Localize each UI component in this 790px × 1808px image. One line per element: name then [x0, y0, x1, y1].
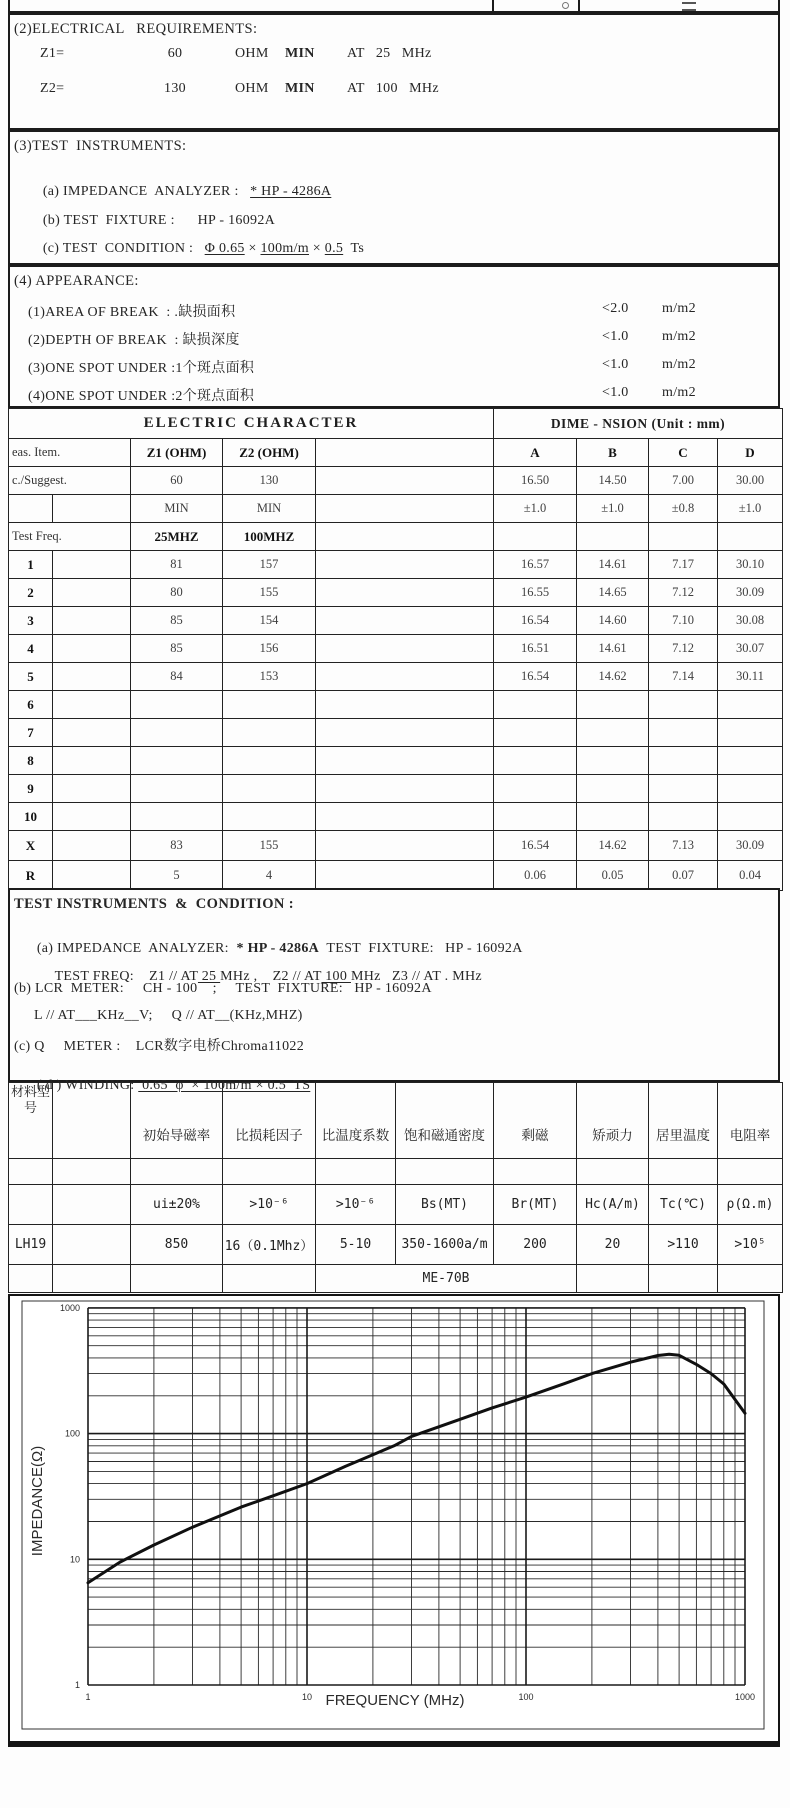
value-cell: >10⁵ [718, 1225, 783, 1265]
measurement-cell [223, 747, 316, 775]
measurement-cell: 155 [223, 579, 316, 607]
test-freq-cell: 100MHZ [223, 523, 316, 551]
measurement-cell: 16.57 [494, 551, 577, 579]
appearance-section [8, 265, 780, 408]
spec-label: c./Suggest. [9, 467, 131, 495]
measurement-cell [494, 719, 577, 747]
impedance-chart-box [8, 1294, 780, 1747]
row-spacer [53, 551, 131, 579]
tolerance-cell: ±1.0 [718, 495, 783, 523]
measurement-cell [316, 579, 494, 607]
x-tick-label: 1 [85, 1692, 91, 1702]
measurement-cell [577, 775, 649, 803]
measurement-cell: 7.12 [649, 635, 718, 663]
measurement-row [9, 607, 783, 635]
measurement-cell: 0.07 [649, 861, 718, 891]
measurement-row [9, 831, 783, 861]
tester-model-cell: ME-70B [316, 1265, 577, 1293]
measurement-cell: 16.54 [494, 663, 577, 691]
measurement-cell: 0.04 [718, 861, 783, 891]
measurement-cell: 0.05 [577, 861, 649, 891]
row-number: 4 [9, 635, 53, 663]
measurement-cell: 155 [223, 831, 316, 861]
material-property-header: 比损耗因子 [223, 1083, 316, 1159]
blank-cell [316, 1159, 396, 1185]
unit-cell: Bs(MT) [396, 1185, 494, 1225]
test-freq-cell [577, 523, 649, 551]
measurement-cell: 4 [223, 861, 316, 891]
measurement-cell [577, 747, 649, 775]
unit-cell: Tc(℃) [649, 1185, 718, 1225]
multiply-sign: × [244, 241, 261, 256]
measurement-cell: 14.62 [577, 831, 649, 861]
x-tick-label: 1000 [734, 1692, 756, 1702]
measurement-cell [649, 803, 718, 831]
row-spacer [53, 861, 131, 891]
z3-freq-unit: MHz [452, 969, 482, 984]
measurement-cell: 14.61 [577, 551, 649, 579]
row-number: 3 [9, 607, 53, 635]
test-condition-unit: Ts [343, 241, 365, 256]
row-spacer [53, 775, 131, 803]
blank-cell [396, 1159, 494, 1185]
row-number: R [9, 861, 53, 891]
grid-major-lines [88, 1308, 745, 1685]
row-spacer [53, 831, 131, 861]
row-spacer [53, 663, 131, 691]
measurement-cell [131, 691, 223, 719]
test-instruments-title: (3)TEST INSTRUMENTS: [14, 138, 187, 154]
measurement-row [9, 635, 783, 663]
impedance-analyzer-label: (a) IMPEDANCE ANALYZER : [42, 184, 239, 199]
measurement-cell: 16.51 [494, 635, 577, 663]
material-property-header: 初始导磁率 [131, 1083, 223, 1159]
measurement-cell [316, 607, 494, 635]
unit-cell: >10⁻⁶ [316, 1185, 396, 1225]
x-tick-label: 10 [301, 1692, 313, 1702]
test-freq-row [9, 523, 783, 551]
measurement-cell [577, 691, 649, 719]
value-cell: 20 [577, 1225, 649, 1265]
measurement-cell [649, 747, 718, 775]
z2-qualifier: MIN [285, 81, 315, 96]
appearance-item-value: <1.0 [602, 385, 629, 400]
x-tick-label: 100 [518, 1692, 534, 1702]
measurement-cell: 14.60 [577, 607, 649, 635]
unit-cell [53, 1185, 131, 1225]
material-property-header: 矫顽力 [577, 1083, 649, 1159]
y-tick-label: 1000 [59, 1302, 80, 1313]
test-fixture-value: HP - 16092A [197, 213, 276, 228]
tolerance-label [9, 495, 53, 523]
measurement-cell: 156 [223, 635, 316, 663]
column-header-cell: Z1 (OHM) [131, 439, 223, 467]
test-fixture-label: (b) TEST FIXTURE : [42, 213, 175, 228]
measurement-cell [223, 691, 316, 719]
measurement-cell: 16.55 [494, 579, 577, 607]
blank-cell [53, 1159, 131, 1185]
spec-row [9, 467, 783, 495]
measurement-cell [494, 775, 577, 803]
spec-cell: 130 [223, 467, 316, 495]
measurement-cell [131, 747, 223, 775]
measurement-cell [223, 775, 316, 803]
measurement-cell: 83 [131, 831, 223, 861]
spec-cell: 16.50 [494, 467, 577, 495]
value-cell: >110 [649, 1225, 718, 1265]
measurement-cell: 81 [131, 551, 223, 579]
footer-cell [577, 1265, 649, 1293]
measurement-cell [316, 635, 494, 663]
measurement-cell [316, 719, 494, 747]
material-property-header [53, 1083, 131, 1159]
material-table [8, 1082, 783, 1293]
y-tick-label: 100 [64, 1428, 80, 1439]
z1-condition: AT 25 MHz [347, 46, 432, 61]
measurement-cell [577, 719, 649, 747]
unit-cell: Hc(A/m) [577, 1185, 649, 1225]
measurement-cell: 7.17 [649, 551, 718, 579]
test-freq-cell [718, 523, 783, 551]
test-instruments-section [8, 130, 780, 265]
lq-line: L // AT___KHz__V; Q // AT__(KHz,MHZ) [34, 1008, 303, 1023]
appearance-item-value: <1.0 [602, 329, 629, 344]
measurement-cell [131, 775, 223, 803]
appearance-item-value: <1.0 [602, 357, 629, 372]
spec-cell: 14.50 [577, 467, 649, 495]
y-axis-label: IMPEDANCE(Ω) [29, 1445, 46, 1557]
footer-cell [223, 1265, 316, 1293]
column-header-cell: D [718, 439, 783, 467]
measurement-cell: 30.11 [718, 663, 783, 691]
measurement-cell: 5 [131, 861, 223, 891]
row-number: 6 [9, 691, 53, 719]
row-number: 1 [9, 551, 53, 579]
z3-freq-value: . [440, 969, 453, 984]
unit-cell: Br(MT) [494, 1185, 577, 1225]
test-condition-label: (c) TEST CONDITION : [42, 241, 194, 256]
z2-unit: OHM [235, 81, 269, 96]
z1-freq-unit: MHz , Z2 // AT [220, 969, 322, 984]
column-header-row [9, 439, 783, 467]
measurement-cell [494, 747, 577, 775]
z1-unit: OHM [235, 46, 269, 61]
y-tick-label: 10 [69, 1554, 80, 1565]
meas-item-label: eas. Item. [9, 439, 131, 467]
material-units-row [9, 1185, 783, 1225]
appearance-item-label: (4)ONE SPOT UNDER :2个斑点面积 [28, 389, 255, 404]
unit-cell: ρ(Ω.m) [718, 1185, 783, 1225]
appearance-item-unit: m/m2 [662, 329, 696, 344]
impedance-frequency-chart [10, 1296, 776, 1740]
value-cell: 200 [494, 1225, 577, 1265]
row-spacer [53, 747, 131, 775]
value-cell: 350-1600a/m [396, 1225, 494, 1265]
test-condition-diameter: Φ 0.65 [204, 241, 245, 256]
z1-label: Z1= [40, 46, 65, 61]
unit-cell: >10⁻⁶ [223, 1185, 316, 1225]
measurement-cell [223, 803, 316, 831]
measurement-row [9, 719, 783, 747]
cropped-row-remnant [562, 2, 569, 9]
measurement-cell: 154 [223, 607, 316, 635]
analyzer-model: * HP - 4286A [236, 941, 320, 956]
material-property-header: 电阻率 [718, 1083, 783, 1159]
measurement-cell: 14.61 [577, 635, 649, 663]
fixture-model: HP - 16092A [445, 941, 523, 956]
measurement-cell [131, 719, 223, 747]
blank-cell [223, 1159, 316, 1185]
measurement-cell: 14.62 [577, 663, 649, 691]
row-spacer [53, 719, 131, 747]
value-cell [53, 1225, 131, 1265]
impedance-curve [88, 1354, 745, 1583]
measurement-row [9, 803, 783, 831]
test-freq-label: Test Freq. [9, 523, 131, 551]
y-tick-label: 1 [74, 1680, 80, 1690]
appearance-item-unit: m/m2 [662, 385, 696, 400]
measurement-cell: 30.09 [718, 579, 783, 607]
footer-cell [131, 1265, 223, 1293]
value-cell: 5-10 [316, 1225, 396, 1265]
row-spacer [53, 635, 131, 663]
electrical-requirements-section [8, 13, 780, 130]
tolerance-cell: ±0.8 [649, 495, 718, 523]
z2-value: 130 [164, 81, 186, 96]
material-footer-row [9, 1265, 783, 1293]
column-header-cell: Z2 (OHM) [223, 439, 316, 467]
measurement-cell: 14.65 [577, 579, 649, 607]
cropped-top-row [8, 0, 780, 13]
row-spacer [53, 803, 131, 831]
measurement-row [9, 861, 783, 891]
footer-cell [649, 1265, 718, 1293]
measurement-cell: 157 [223, 551, 316, 579]
measurement-cell [223, 719, 316, 747]
material-header-row [9, 1083, 783, 1159]
test-condition-title: TEST INSTRUMENTS & CONDITION : [14, 896, 295, 912]
measurement-cell [718, 775, 783, 803]
z1-freq-value: 25 [197, 969, 221, 984]
column-header-cell [316, 439, 494, 467]
z2-condition: AT 100 MHz [347, 81, 439, 96]
unit-cell: ui±20% [131, 1185, 223, 1225]
measurement-row [9, 691, 783, 719]
blank-cell [577, 1159, 649, 1185]
column-header-cell: B [577, 439, 649, 467]
measurement-cell [494, 803, 577, 831]
appearance-item-label: (3)ONE SPOT UNDER :1个斑点面积 [28, 361, 255, 376]
tolerance-cell: ±1.0 [494, 495, 577, 523]
test-freq-cell: 25MHZ [131, 523, 223, 551]
appearance-item-unit: m/m2 [662, 301, 696, 316]
measurement-cell [316, 775, 494, 803]
column-header-cell: A [494, 439, 577, 467]
measurement-cell: 30.07 [718, 635, 783, 663]
row-number: 7 [9, 719, 53, 747]
measurement-cell [131, 803, 223, 831]
z2-freq-value: 100 [321, 969, 351, 984]
row-number: 2 [9, 579, 53, 607]
row-number: 5 [9, 663, 53, 691]
spec-cell: 60 [131, 467, 223, 495]
fixture-label: TEST FIXTURE: [319, 941, 446, 956]
electric-character-header: ELECTRIC CHARACTER [9, 409, 494, 439]
section-header-row [9, 409, 783, 439]
measurement-cell [316, 861, 494, 891]
tolerance-cell [316, 495, 494, 523]
electric-character-table [8, 408, 783, 891]
measurement-row [9, 663, 783, 691]
measurement-cell: 30.09 [718, 831, 783, 861]
material-type-header: 材料型号 [9, 1083, 53, 1159]
cropped-row-remnant [682, 2, 696, 11]
unit-cell [9, 1185, 53, 1225]
tolerance-cell: MIN [131, 495, 223, 523]
measurement-cell [649, 719, 718, 747]
measurement-cell [718, 803, 783, 831]
appearance-item-value: <2.0 [602, 301, 629, 316]
z2-freq-unit: MHz Z3 // AT [350, 969, 441, 984]
value-cell: LH19 [9, 1225, 53, 1265]
material-property-header: 居里温度 [649, 1083, 718, 1159]
tolerance-sub [53, 495, 131, 523]
z2-label: Z2= [40, 81, 65, 96]
measurement-cell [316, 803, 494, 831]
measurement-cell: 80 [131, 579, 223, 607]
spec-cell [316, 467, 494, 495]
column-header-cell: C [649, 439, 718, 467]
value-cell: 16（0.1Mhz） [223, 1225, 316, 1265]
analyzer-label: (a) IMPEDANCE ANALYZER: [36, 941, 237, 956]
appearance-item-label: (2)DEPTH OF BREAK : 缺损深度 [28, 333, 240, 348]
measurement-cell: 16.54 [494, 831, 577, 861]
measurement-cell: 0.06 [494, 861, 577, 891]
row-number: 8 [9, 747, 53, 775]
spec-cell: 7.00 [649, 467, 718, 495]
test-freq-label: TEST FREQ: Z1 // AT [54, 969, 198, 984]
measurement-cell [316, 551, 494, 579]
measurement-cell [316, 691, 494, 719]
measurement-cell: 85 [131, 635, 223, 663]
measurement-cell: 7.14 [649, 663, 718, 691]
measurement-cell [316, 831, 494, 861]
measurement-cell: 153 [223, 663, 316, 691]
measurement-cell: 85 [131, 607, 223, 635]
tolerance-cell: MIN [223, 495, 316, 523]
value-cell: 850 [131, 1225, 223, 1265]
footer-cell [9, 1265, 53, 1293]
test-freq-cell [494, 523, 577, 551]
measurement-cell: 30.10 [718, 551, 783, 579]
spec-cell: 30.00 [718, 467, 783, 495]
material-blank-row [9, 1159, 783, 1185]
measurement-cell: 16.54 [494, 607, 577, 635]
measurement-cell: 7.12 [649, 579, 718, 607]
measurement-cell: 7.10 [649, 607, 718, 635]
material-property-header: 饱和磁通密度 [396, 1083, 494, 1159]
measurement-row [9, 747, 783, 775]
measurement-cell [649, 775, 718, 803]
footer-cell [53, 1265, 131, 1293]
blank-cell [9, 1159, 53, 1185]
cropped-row-divider [492, 0, 494, 13]
tolerance-cell: ±1.0 [577, 495, 649, 523]
measurement-cell: 7.13 [649, 831, 718, 861]
chart-inner-frame [22, 1301, 764, 1729]
lcr-meter-line: (b) LCR METER: CH - 100 ; TEST FIXTURE: HP - 16092A [14, 981, 432, 996]
appearance-title: (4) APPEARANCE: [14, 273, 139, 289]
measurement-cell [577, 803, 649, 831]
measurement-cell [718, 691, 783, 719]
x-axis-label: FREQUENCY (MHz) [325, 1692, 465, 1709]
test-condition-turns: 0.5 [324, 241, 344, 256]
z1-qualifier: MIN [285, 46, 315, 61]
impedance-analyzer-value: * HP - 4286A [250, 184, 332, 199]
appearance-item-unit: m/m2 [662, 357, 696, 372]
row-number: X [9, 831, 53, 861]
winding-label: ( d ) WINDING: [36, 1078, 139, 1093]
measurement-row [9, 551, 783, 579]
material-property-header: 比温度系数 [316, 1083, 396, 1159]
winding-value: 0.65 φ × 100m/m × 0.5 TS [138, 1078, 311, 1093]
measurement-cell [494, 691, 577, 719]
material-property-header: 剩磁 [494, 1083, 577, 1159]
tolerance-row [9, 495, 783, 523]
measurement-cell: 30.08 [718, 607, 783, 635]
z1-value: 60 [167, 46, 183, 61]
cropped-row-divider [578, 0, 580, 13]
test-condition-section [8, 888, 780, 1093]
electrical-title: (2)ELECTRICAL REQUIREMENTS: [14, 21, 258, 37]
test-condition-length: 100m/m [260, 241, 309, 256]
footer-cell [718, 1265, 783, 1293]
measurement-cell [316, 747, 494, 775]
row-number: 9 [9, 775, 53, 803]
blank-cell [649, 1159, 718, 1185]
multiply-sign: × [308, 241, 325, 256]
test-freq-cell [316, 523, 494, 551]
measurement-cell [718, 747, 783, 775]
grid-minor-lines [88, 1308, 745, 1685]
row-spacer [53, 691, 131, 719]
blank-cell [494, 1159, 577, 1185]
material-values-row [9, 1225, 783, 1265]
measurement-row [9, 775, 783, 803]
blank-cell [718, 1159, 783, 1185]
measurement-cell [316, 663, 494, 691]
row-number: 10 [9, 803, 53, 831]
appearance-item-label: (1)AREA OF BREAK : .缺损面积 [28, 305, 236, 320]
measurement-cell [718, 719, 783, 747]
blank-cell [131, 1159, 223, 1185]
row-spacer [53, 607, 131, 635]
test-freq-cell [649, 523, 718, 551]
q-meter-line: (c) Q METER : LCR数字电桥Chroma11022 [14, 1039, 304, 1054]
measurement-row [9, 579, 783, 607]
measurement-cell [649, 691, 718, 719]
measurement-cell: 84 [131, 663, 223, 691]
dimension-header: DIME - NSION (Unit : mm) [494, 409, 783, 439]
row-spacer [53, 579, 131, 607]
